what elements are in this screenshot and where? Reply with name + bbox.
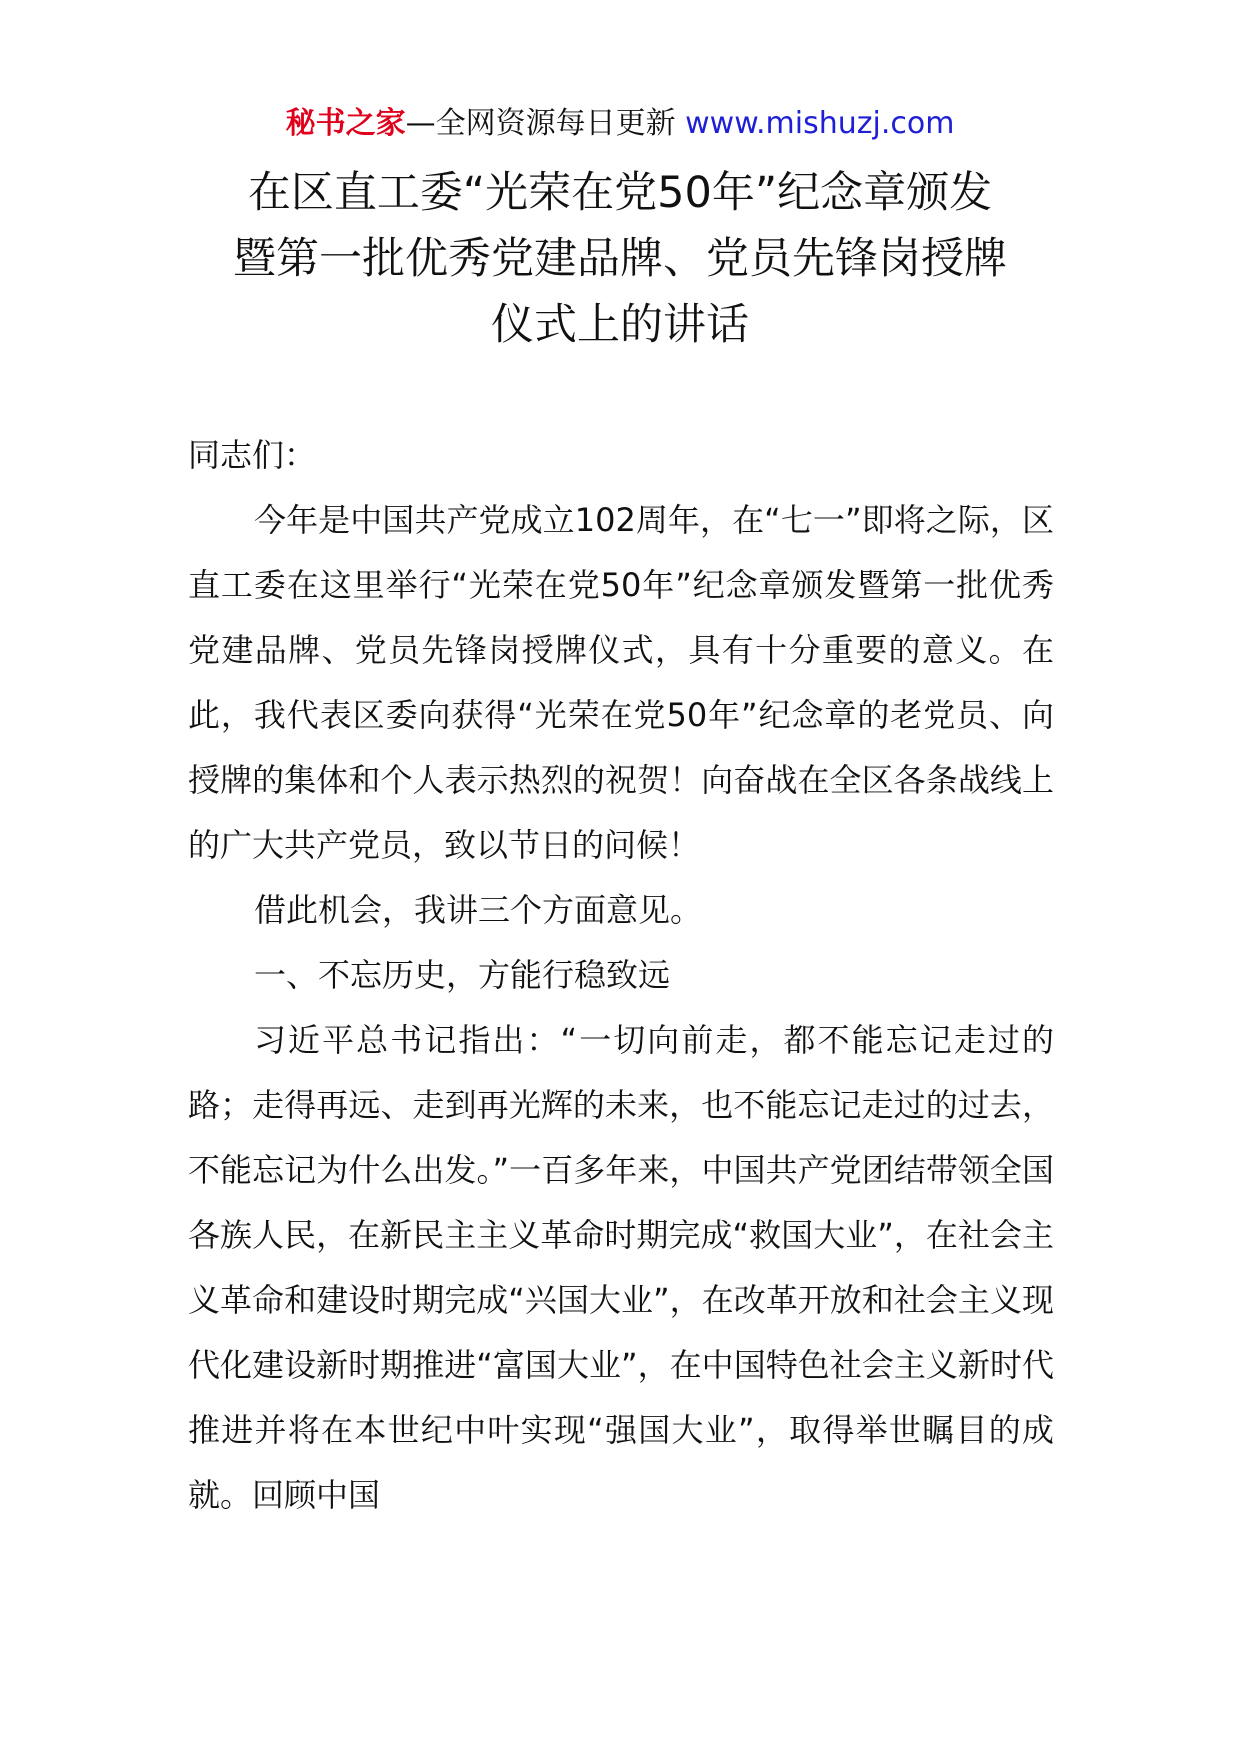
paragraph-2: 借此机会，我讲三个方面意见。 [254,891,703,929]
banner-slogan: —全网资源每日更新 [405,106,686,141]
title-line-3: 仪式上的讲话 [491,300,749,350]
section-heading-1: 一、不忘历史，方能行稳致远 [254,956,671,994]
banner-url-link[interactable]: www.mishuzj.com [685,106,955,141]
document-body [188,423,1054,1528]
salutation: 同志们： [188,436,317,474]
banner-brand: 秘书之家 [285,106,406,141]
document-title [120,160,1120,358]
title-line-2: 暨第一批优秀党建品牌、党员先锋岗授牌 [233,234,1007,284]
site-banner [0,102,1240,146]
title-line-1: 在区直工委“光荣在党50年”纪念章颁发 [247,168,993,218]
paragraph-3: 习近平总书记指出：“一切向前走，都不能忘记走过的路；走得再远、走到再光辉的未来，也不能忘记走过的过去，不能忘记为什么出发。”一百多年来，中国共产党团结带领全国各族人民，在新民主主义革命时期完成“救国大业”，在社会主义革命和建设时期完成“兴国大业”，在改革开放和社会主义现代化建设新时期推进“富国大业”，在中国特色社会主义新时代推进并将在本世纪中叶实现“强国大业”，取得举世瞩目的成就。回顾中国 [188,1021,1054,1514]
paragraph-1: 今年是中国共产党成立102周年，在“七一”即将之际，区直工委在这里举行“光荣在党50年”纪念章颁发暨第一批优秀党建品牌、党员先锋岗授牌仪式，具有十分重要的意义。在此，我代表区委向获得“光荣在党50年”纪念章的老党员、向授牌的集体和个人表示热烈的祝贺！向奋战在全区各条战线上的广大共产党员，致以节日的问候！ [188,501,1054,864]
